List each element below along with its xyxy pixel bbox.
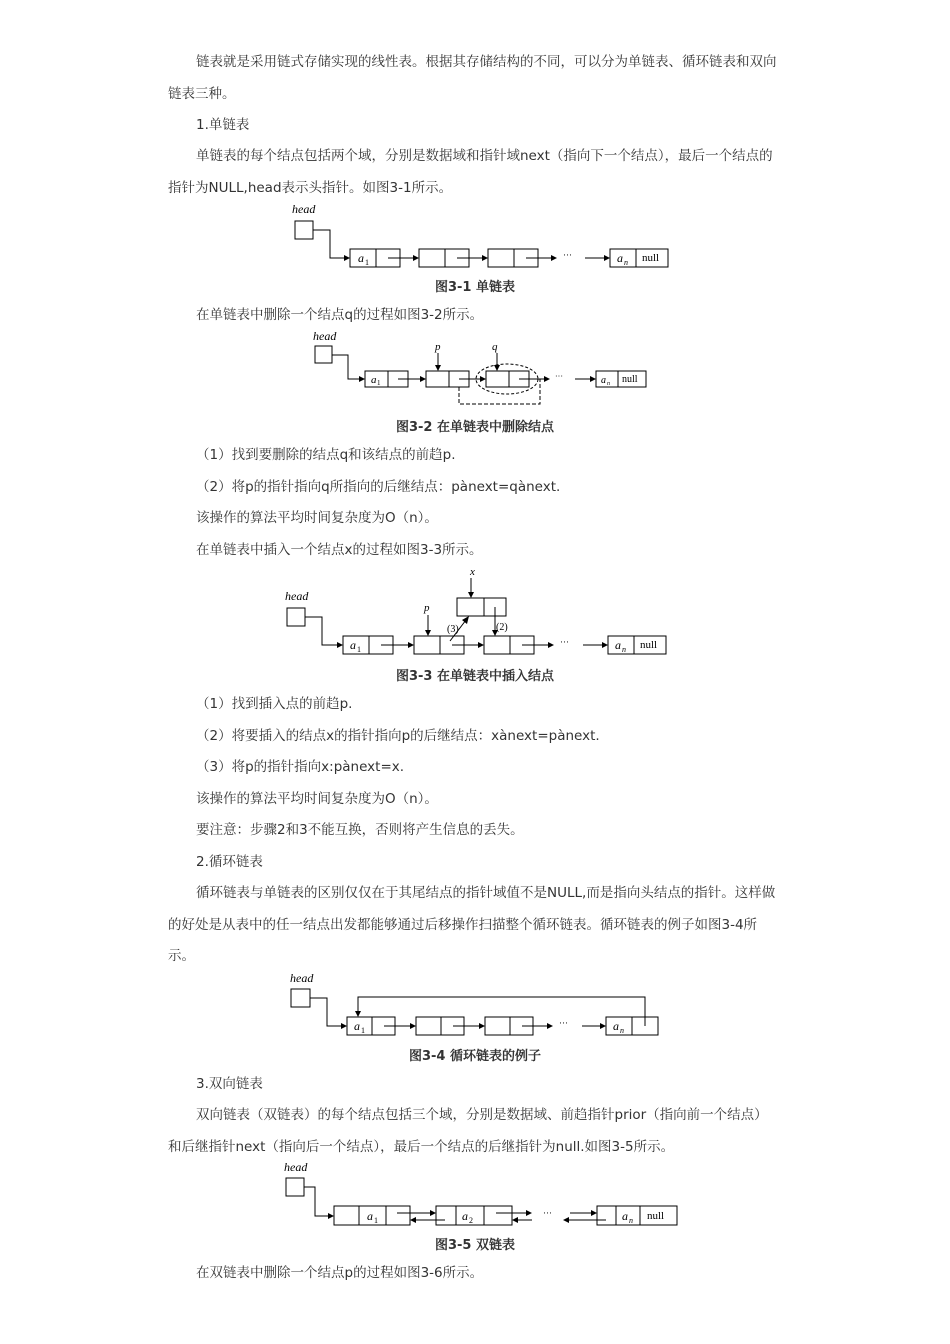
svg-text:1: 1 bbox=[357, 645, 361, 654]
svg-text:a: a bbox=[613, 1019, 619, 1033]
section-heading-doubly: 3.双向链表 bbox=[196, 1076, 263, 1092]
svg-text:null: null bbox=[647, 1210, 665, 1222]
svg-text:a: a bbox=[367, 1209, 373, 1223]
svg-text:a: a bbox=[615, 638, 621, 652]
figure-singly-delete bbox=[0, 328, 950, 410]
svg-text:p: p bbox=[435, 341, 441, 353]
section-heading-circular: 2.循环链表 bbox=[196, 854, 263, 870]
delete-intro: 在单链表中删除一个结点q的过程如图3-2所示。 bbox=[196, 307, 484, 323]
svg-text:2: 2 bbox=[469, 1216, 473, 1225]
figure-doubly-linked-list bbox=[0, 1158, 950, 1233]
head-pointer bbox=[313, 230, 346, 258]
bypass-pointer bbox=[459, 379, 540, 404]
svg-text:head: head bbox=[284, 1160, 308, 1174]
svg-text:a: a bbox=[462, 1209, 468, 1223]
singly-description: 单链表的每个结点包括两个域，分别是数据域和指针域next（指向下一个结点），最后一个结点的指针为NULL,head表示头指针。如图3-1所示。 bbox=[168, 148, 773, 196]
head-label: head bbox=[292, 202, 316, 216]
section-heading-singly: 1.单链表 bbox=[196, 117, 250, 133]
svg-text:1: 1 bbox=[374, 1216, 378, 1225]
node-x bbox=[457, 598, 506, 616]
circular-description: 循环链表与单链表的区别仅仅在于其尾结点的指针域值不是NULL,而是指向头结点的指针。这样做的好处是从表中的任一结点出发都能够通过后移操作扫描整个循环链表。循环链表的例子如图3-4所示。 bbox=[168, 885, 776, 964]
svg-text:a: a bbox=[622, 1209, 628, 1223]
svg-text:···: ··· bbox=[563, 250, 572, 260]
svg-text:···: ··· bbox=[560, 637, 569, 647]
delete-step-1: （1）找到要删除的结点q和该结点的前趋p. bbox=[196, 447, 456, 463]
svg-text:n: n bbox=[629, 1216, 633, 1225]
node-an bbox=[597, 1206, 677, 1225]
insert-note: 要注意：步骤2和3不能互换，否则将产生信息的丢失。 bbox=[196, 822, 524, 838]
figure-singly-insert bbox=[0, 566, 950, 661]
head-box bbox=[295, 221, 313, 239]
svg-text:n: n bbox=[607, 381, 610, 387]
svg-text:(3): (3) bbox=[447, 624, 459, 635]
delete-complexity: 该操作的算法平均时间复杂度为O（n）。 bbox=[196, 510, 438, 526]
svg-text:q: q bbox=[492, 341, 498, 353]
svg-text:n: n bbox=[624, 258, 628, 267]
figure-circular-linked-list bbox=[0, 968, 950, 1040]
svg-text:···: ··· bbox=[559, 1018, 568, 1028]
svg-text:null: null bbox=[640, 639, 658, 651]
svg-text:1: 1 bbox=[377, 379, 381, 387]
svg-text:a: a bbox=[358, 251, 364, 265]
insert-intro: 在单链表中插入一个结点x的过程如图3-3所示。 bbox=[196, 542, 483, 558]
svg-text:head: head bbox=[290, 971, 314, 985]
svg-text:···: ··· bbox=[555, 372, 563, 381]
svg-text:head: head bbox=[313, 329, 337, 343]
intro-paragraph: 链表就是采用链式存储实现的线性表。根据其存储结构的不同，可以分为单链表、循环链表和双向链表三种。 bbox=[168, 54, 777, 102]
svg-text:a: a bbox=[617, 251, 623, 265]
svg-text:a: a bbox=[350, 638, 356, 652]
doubly-description: 双向链表（双链表）的每个结点包括三个域，分别是数据域、前趋指针prior（指向前一个结点）和后继指针next（指向后一个结点），最后一个结点的后继指针为null.如图3-5所示。 bbox=[168, 1107, 768, 1155]
svg-text:n: n bbox=[622, 645, 626, 654]
svg-text:a: a bbox=[354, 1019, 360, 1033]
node-a2 bbox=[436, 1206, 512, 1225]
svg-text:1: 1 bbox=[361, 1026, 365, 1035]
insert-complexity: 该操作的算法平均时间复杂度为O（n）。 bbox=[196, 791, 438, 807]
fig4-caption: 图3-4 循环链表的例子 bbox=[408, 1049, 541, 1064]
circular-back-pointer bbox=[358, 997, 645, 1026]
figure-singly-linked-list bbox=[0, 200, 950, 275]
doubly-delete-intro: 在双链表中删除一个结点p的过程如图3-6所示。 bbox=[196, 1265, 484, 1281]
insert-step-1: （1）找到插入点的前趋p. bbox=[196, 696, 353, 712]
svg-text:1: 1 bbox=[365, 258, 369, 267]
svg-text:null: null bbox=[642, 252, 660, 264]
svg-text:head: head bbox=[285, 589, 309, 603]
svg-text:a: a bbox=[601, 375, 606, 386]
svg-text:null: null bbox=[622, 374, 638, 385]
delete-step-2: （2）将p的指针指向q所指向的后继结点：pànext=qànext. bbox=[196, 479, 561, 495]
svg-text:p: p bbox=[424, 602, 430, 614]
svg-text:x: x bbox=[470, 566, 475, 578]
svg-text:n: n bbox=[620, 1026, 624, 1035]
insert-step-3: （3）将p的指针指向x:pànext=x. bbox=[196, 759, 405, 775]
fig2-caption: 图3-2 在单链表中删除结点 bbox=[395, 420, 554, 435]
svg-text:···: ··· bbox=[543, 1208, 552, 1218]
insert-step-2: （2）将要插入的结点x的指针指向p的后继结点：xànext=pànext. bbox=[196, 728, 600, 744]
fig5-caption: 图3-5 双链表 bbox=[434, 1238, 515, 1253]
svg-text:(2): (2) bbox=[496, 622, 508, 633]
fig1-caption: 图3-1 单链表 bbox=[434, 280, 515, 295]
svg-text:a: a bbox=[371, 374, 377, 386]
fig3-caption: 图3-3 在单链表中插入结点 bbox=[395, 669, 554, 684]
